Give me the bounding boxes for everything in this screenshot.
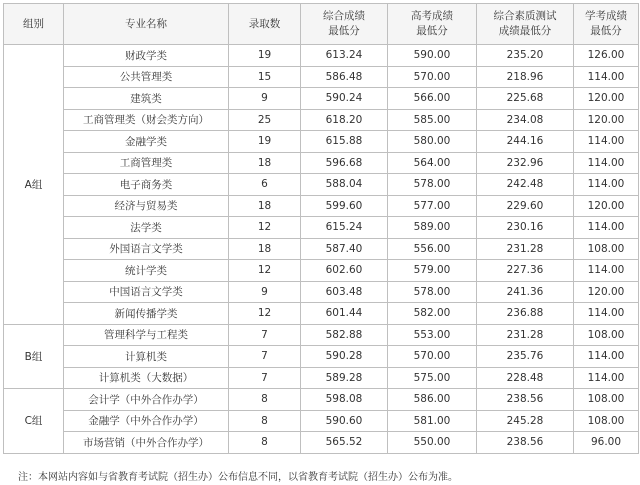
cell-count: 7 (229, 367, 301, 389)
cell-total: 598.08 (301, 389, 388, 411)
cell-major: 管理科学与工程类 (64, 324, 229, 346)
table-row (4, 131, 639, 153)
cell-total: 599.60 (301, 195, 388, 217)
cell-xuekao: 120.00 (574, 88, 639, 110)
cell-gaokao: 570.00 (388, 346, 477, 368)
table-row (4, 152, 639, 174)
header-count: 录取数 (229, 4, 301, 45)
cell-major: 外国语言文学类 (64, 238, 229, 260)
admission-score-table (3, 3, 639, 454)
cell-quality: 235.20 (477, 45, 574, 67)
cell-xuekao: 126.00 (574, 45, 639, 67)
cell-quality: 241.36 (477, 281, 574, 303)
cell-total: 615.24 (301, 217, 388, 239)
cell-quality: 225.68 (477, 88, 574, 110)
cell-total: 589.28 (301, 367, 388, 389)
cell-major: 工商管理类 (64, 152, 229, 174)
table-row (4, 217, 639, 239)
table-row (4, 109, 639, 131)
cell-total: 618.20 (301, 109, 388, 131)
cell-quality: 230.16 (477, 217, 574, 239)
cell-total: 587.40 (301, 238, 388, 260)
cell-major: 计算机类（大数据） (64, 367, 229, 389)
table-row (4, 346, 639, 368)
cell-xuekao: 108.00 (574, 324, 639, 346)
cell-major: 金融学（中外合作办学） (64, 410, 229, 432)
cell-gaokao: 582.00 (388, 303, 477, 325)
table-row (4, 432, 639, 454)
cell-total: 615.88 (301, 131, 388, 153)
cell-count: 18 (229, 195, 301, 217)
cell-xuekao: 114.00 (574, 367, 639, 389)
cell-gaokao: 578.00 (388, 174, 477, 196)
cell-xuekao: 108.00 (574, 410, 639, 432)
cell-xuekao: 114.00 (574, 346, 639, 368)
table-row (4, 324, 639, 346)
cell-quality: 234.08 (477, 109, 574, 131)
cell-quality: 228.48 (477, 367, 574, 389)
table-row (4, 389, 639, 411)
cell-total: 588.04 (301, 174, 388, 196)
table-row (4, 281, 639, 303)
table-row (4, 303, 639, 325)
cell-gaokao: 579.00 (388, 260, 477, 282)
table-row (4, 174, 639, 196)
cell-major: 新闻传播学类 (64, 303, 229, 325)
cell-xuekao: 120.00 (574, 109, 639, 131)
cell-major: 市场营销（中外合作办学） (64, 432, 229, 454)
cell-xuekao: 120.00 (574, 195, 639, 217)
footnote: 注：本网站内容如与省教育考试院（招生办）公布信息不同，以省教育考试院（招生办）公布为准。 (18, 472, 458, 483)
cell-total: 590.60 (301, 410, 388, 432)
table-row (4, 88, 639, 110)
cell-count: 12 (229, 303, 301, 325)
cell-xuekao: 114.00 (574, 66, 639, 88)
table-row (4, 410, 639, 432)
cell-count: 8 (229, 432, 301, 454)
cell-major: 财政学类 (64, 45, 229, 67)
group-label: B组 (4, 324, 64, 389)
cell-count: 19 (229, 131, 301, 153)
table-row (4, 195, 639, 217)
cell-quality: 218.96 (477, 66, 574, 88)
cell-major: 中国语言文学类 (64, 281, 229, 303)
cell-major: 会计学（中外合作办学） (64, 389, 229, 411)
cell-xuekao: 114.00 (574, 260, 639, 282)
cell-gaokao: 553.00 (388, 324, 477, 346)
cell-major: 计算机类 (64, 346, 229, 368)
cell-count: 9 (229, 281, 301, 303)
cell-count: 8 (229, 410, 301, 432)
table-row (4, 238, 639, 260)
cell-total: 603.48 (301, 281, 388, 303)
cell-count: 7 (229, 324, 301, 346)
table-row (4, 367, 639, 389)
cell-gaokao: 586.00 (388, 389, 477, 411)
cell-major: 公共管理类 (64, 66, 229, 88)
cell-quality: 231.28 (477, 238, 574, 260)
cell-major: 工商管理类（财会类方向） (64, 109, 229, 131)
cell-count: 25 (229, 109, 301, 131)
cell-xuekao: 96.00 (574, 432, 639, 454)
cell-total: 582.88 (301, 324, 388, 346)
cell-quality: 236.88 (477, 303, 574, 325)
cell-quality: 238.56 (477, 389, 574, 411)
cell-xuekao: 114.00 (574, 174, 639, 196)
cell-total: 590.28 (301, 346, 388, 368)
cell-quality: 231.28 (477, 324, 574, 346)
cell-total: 602.60 (301, 260, 388, 282)
cell-gaokao: 556.00 (388, 238, 477, 260)
header-group: 组别 (4, 4, 64, 45)
cell-xuekao: 114.00 (574, 217, 639, 239)
cell-xuekao: 108.00 (574, 389, 639, 411)
cell-quality: 227.36 (477, 260, 574, 282)
cell-count: 12 (229, 217, 301, 239)
cell-total: 586.48 (301, 66, 388, 88)
table-row (4, 66, 639, 88)
cell-major: 经济与贸易类 (64, 195, 229, 217)
cell-major: 建筑类 (64, 88, 229, 110)
cell-gaokao: 550.00 (388, 432, 477, 454)
cell-count: 19 (229, 45, 301, 67)
cell-count: 6 (229, 174, 301, 196)
cell-total: 590.24 (301, 88, 388, 110)
cell-quality: 229.60 (477, 195, 574, 217)
table-row (4, 45, 639, 67)
cell-count: 18 (229, 238, 301, 260)
cell-major: 金融学类 (64, 131, 229, 153)
cell-quality: 242.48 (477, 174, 574, 196)
cell-quality: 232.96 (477, 152, 574, 174)
cell-count: 7 (229, 346, 301, 368)
cell-gaokao: 580.00 (388, 131, 477, 153)
cell-xuekao: 108.00 (574, 238, 639, 260)
cell-gaokao: 577.00 (388, 195, 477, 217)
header-major: 专业名称 (64, 4, 229, 45)
group-label: C组 (4, 389, 64, 454)
cell-quality: 245.28 (477, 410, 574, 432)
cell-total: 565.52 (301, 432, 388, 454)
header-quality-score: 综合素质测试 成绩最低分 (477, 4, 574, 45)
cell-xuekao: 114.00 (574, 303, 639, 325)
cell-xuekao: 120.00 (574, 281, 639, 303)
cell-total: 596.68 (301, 152, 388, 174)
header-total-score: 综合成绩 最低分 (301, 4, 388, 45)
cell-quality: 235.76 (477, 346, 574, 368)
header-gaokao-score: 高考成绩 最低分 (388, 4, 477, 45)
cell-major: 统计学类 (64, 260, 229, 282)
cell-quality: 238.56 (477, 432, 574, 454)
cell-gaokao: 590.00 (388, 45, 477, 67)
cell-count: 9 (229, 88, 301, 110)
cell-gaokao: 581.00 (388, 410, 477, 432)
cell-gaokao: 578.00 (388, 281, 477, 303)
cell-major: 法学类 (64, 217, 229, 239)
header-xuekao-score: 学考成绩 最低分 (574, 4, 639, 45)
cell-xuekao: 114.00 (574, 131, 639, 153)
header-row (4, 4, 639, 45)
cell-gaokao: 589.00 (388, 217, 477, 239)
table-body (4, 45, 639, 454)
cell-count: 15 (229, 66, 301, 88)
cell-xuekao: 114.00 (574, 152, 639, 174)
cell-count: 18 (229, 152, 301, 174)
table-row (4, 260, 639, 282)
cell-major: 电子商务类 (64, 174, 229, 196)
cell-gaokao: 570.00 (388, 66, 477, 88)
cell-gaokao: 575.00 (388, 367, 477, 389)
cell-gaokao: 564.00 (388, 152, 477, 174)
group-label: A组 (4, 45, 64, 325)
cell-gaokao: 566.00 (388, 88, 477, 110)
cell-quality: 244.16 (477, 131, 574, 153)
cell-total: 613.24 (301, 45, 388, 67)
cell-count: 8 (229, 389, 301, 411)
cell-gaokao: 585.00 (388, 109, 477, 131)
cell-total: 601.44 (301, 303, 388, 325)
cell-count: 12 (229, 260, 301, 282)
